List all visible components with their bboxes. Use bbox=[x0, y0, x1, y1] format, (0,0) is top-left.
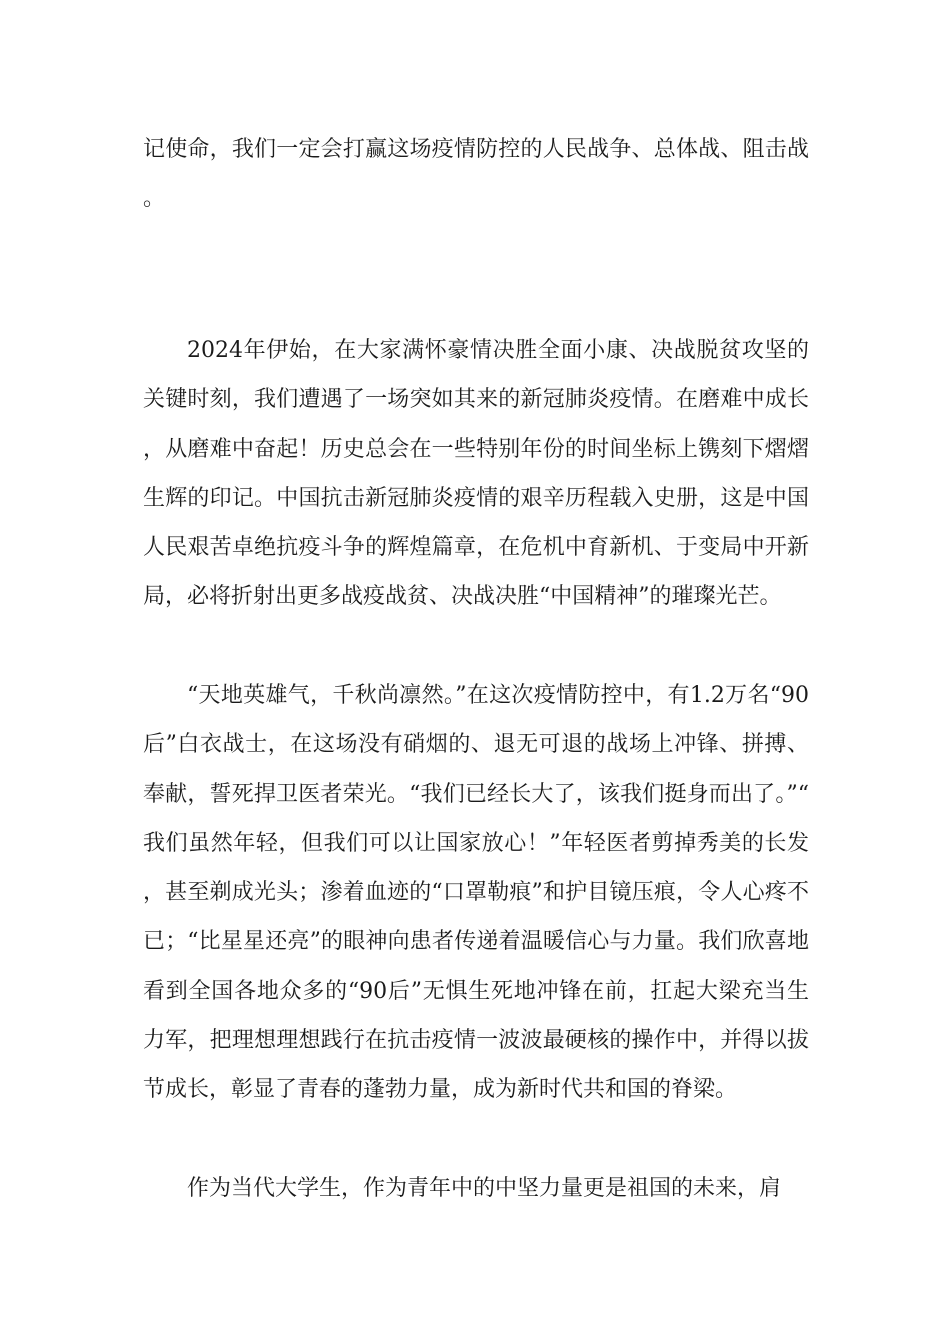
paragraph-students: 作为当代大学生，作为青年中的中坚力量更是祖国的未来，肩 bbox=[187, 1176, 782, 1201]
paragraph-2024-epidemic: 2024年伊始，在大家满怀豪情决胜全面小康、决战脱贫攻坚的关键时刻，我们遭遇了一场突如其来的新冠肺炎疫情。在磨难中成长，从磨难中奋起！历史总会在一些特别年份的时间坐标上镌刻下熠熠生辉的印记。中国抗击新冠肺炎疫情的艰辛历程载入史册，这是中国人民艰苦卓绝抗疫斗争的辉煌篇章，在危机中育新机、于变局中开新局，必将折射出更多战疫战贫、决战决胜“中国精神”的璀璨光芒。 bbox=[143, 338, 809, 610]
paragraph-heroes: “天地英雄气，千秋尚凛然。”在这次疫情防控中，有1.2万名“90后”白衣战士，在这场没有硝烟的、退无可退的战场上冲锋、拼搏、奉献，誓死捍卫医者荣光。“我们已经长大了，该我们挺身而出了。”“我们虽然年轻，但我们可以让国家放心！”年轻医者剪掉秀美的长发，甚至剃成光头；渗着血迹的“口罩勒痕”和护目镜压痕，令人心疼不已；“比星星还亮”的眼神向患者传递着温暖信心与力量。我们欣喜地看到全国各地众多的“90后”无惧生死地冲锋在前，扛起大梁充当生力军，把理想理想践行在抗击疫情一波波最硬核的操作中，并得以拔节成长，彰显了青春的蓬勃力量，成为新时代共和国的脊梁。 bbox=[143, 683, 809, 1103]
paragraph-continuation: 记使命，我们一定会打赢这场疫情防控的人民战争、总体战、阻击战。 bbox=[143, 137, 809, 212]
